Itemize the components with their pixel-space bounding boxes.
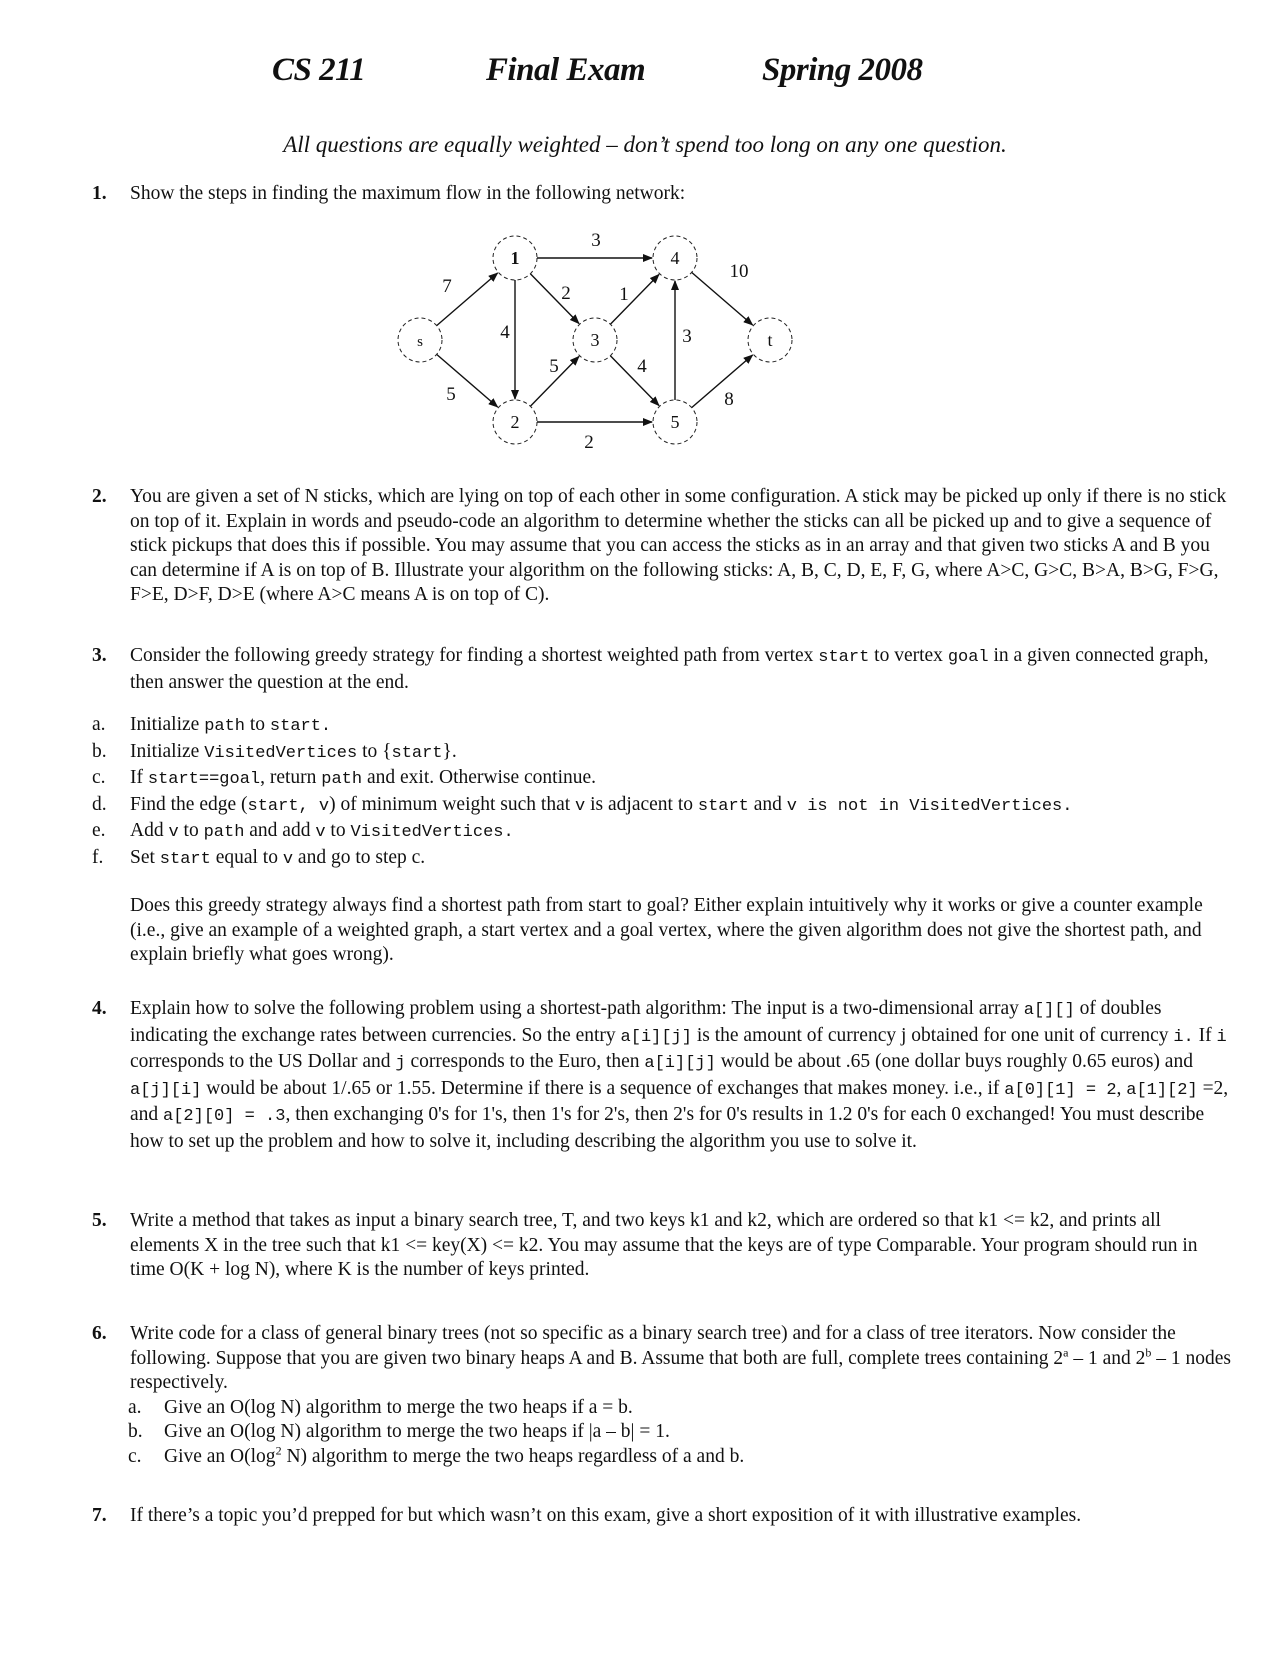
text-run: }.	[442, 740, 457, 762]
question-text	[130, 1322, 1232, 1396]
edge-3-5	[610, 356, 659, 406]
flow-network-diagram	[0, 0, 1280, 480]
question-number: 5.	[92, 1210, 107, 1231]
code-run: a[][]	[1023, 1001, 1075, 1020]
exam-title: Final Exam	[486, 52, 646, 88]
capacity-label: 2	[584, 432, 594, 453]
edge-1-3	[530, 274, 579, 324]
edge-5-t	[692, 355, 753, 408]
text-run: Consider the following greedy strategy for finding a shortest weighted path from vertex	[130, 645, 819, 666]
capacity-label: 2	[561, 283, 571, 304]
text-run: of doubles indicating the exchange rates between currencies. So the entry	[130, 998, 1162, 1046]
node-label: 3	[590, 330, 600, 350]
subpart-label: b.	[128, 1421, 143, 1442]
text-run: and add	[244, 820, 316, 841]
algorithm-step	[92, 793, 1232, 820]
question-3	[92, 644, 1232, 968]
code-run: start==goal	[147, 770, 261, 789]
question-text: You are given a set of N sticks, which are lying on top of each other in some configuration. A stick may be picked up only if there is no stick on top of it. Explain in words and pseudo-code an algorithm to determine whether the sticks can all be picked up and to give a sequence of stick pickups that does this if possible. You may assume that you can access the sticks as in an array and that given two sticks A and B you can determine if A is on top of B. Illustrate your algorithm on the following sticks: A, B, C, D, E, F, G, where A>C, G>C, B>A, B>G, F>G, F>E, D>F, D>E (where A>C means A is on top of C).	[130, 486, 1227, 605]
capacity-label: 10	[729, 261, 749, 282]
text-run: Explain how to solve the following problem using a shortest-path algorithm: The input is a two-dimensional array	[130, 998, 1024, 1019]
code-run: a[j][i]	[130, 1080, 202, 1100]
capacity-label: 4	[500, 322, 510, 343]
capacity-label: 5	[549, 356, 559, 377]
node-label: 4	[670, 248, 680, 268]
question-number: 7.	[92, 1505, 107, 1526]
node-label: s	[417, 334, 423, 350]
capacity-label: 1	[619, 284, 629, 305]
text-run: – 1 nodes respectively.	[130, 1347, 1231, 1393]
text-run: , return	[260, 767, 322, 788]
capacity-label: 7	[442, 276, 452, 297]
code-run: a[i][j]	[620, 1027, 692, 1047]
code-run: start	[159, 849, 211, 869]
question-7	[92, 1504, 1232, 1529]
code-run: path	[203, 823, 245, 842]
subpart	[128, 1396, 1232, 1421]
text-run: Write code for a class of general binary trees (not so specific as a binary search tree) and for a class of tree iterators. Now consider the following. Suppose that you are given two binary heaps A and B. Assume that both are full, complete trees containing 2	[130, 1323, 1176, 1369]
code-run: v	[786, 796, 797, 816]
text-run: to	[178, 820, 204, 841]
question-text: Show the steps in finding the maximum flow in the following network:	[130, 183, 686, 204]
code-run: is not in VisitedVertices.	[797, 796, 1073, 816]
algorithm-step	[92, 713, 1232, 740]
text-run: If	[130, 767, 148, 788]
text-run: If	[1193, 1024, 1217, 1046]
question-number: 4.	[92, 998, 107, 1019]
step-label: e.	[92, 820, 106, 841]
step-label: a.	[92, 714, 106, 735]
code-run: start	[391, 743, 443, 763]
question-text: Write a method that takes as input a binary search tree, T, and two keys k1 and k2, which are ordered so that k1 <= k2, and prints all elements X in the tree such that k1 <= key(X) <= k2. You may assume that the keys are of type Comparable. Your program should run in time O(K + log N), where K is the number of keys printed.	[130, 1210, 1198, 1280]
code-run: a[0][1] = 2	[1004, 1080, 1117, 1100]
subpart-label: c.	[128, 1445, 142, 1467]
code-run: j	[395, 1054, 406, 1073]
text-run: is the amount of currency j obtained for one unit of currency	[691, 1024, 1174, 1046]
code-run: i	[1216, 1027, 1227, 1047]
text-run: to	[325, 820, 351, 841]
algorithm-step	[92, 819, 1232, 846]
capacity-label: 4	[637, 356, 647, 377]
step-label: d.	[92, 793, 107, 815]
algorithm-step	[92, 846, 1232, 873]
question-number: 3.	[92, 645, 107, 666]
algorithm-steps	[92, 713, 1232, 872]
question-4	[92, 997, 1232, 1154]
node-label: t	[767, 330, 773, 350]
text-run: , then exchanging 0's for 1's, then 1's for 2's, then 2's for 0's results in 1.2 0's for each 0 exchanged! You must describe how to set up the problem and how to solve it, including describing the algorithm you use to solve it.	[130, 1104, 1205, 1152]
text-run: ,	[1116, 1077, 1127, 1099]
text-run: Set	[130, 846, 160, 868]
question-number: 1.	[92, 183, 107, 204]
code-run: v	[168, 823, 179, 842]
node-label: 2	[510, 412, 520, 432]
code-run: i.	[1173, 1027, 1194, 1047]
text-run: and exit. Otherwise continue.	[362, 767, 597, 788]
node-label: 1	[510, 248, 520, 268]
code-run: start, v	[247, 796, 330, 816]
question-number: 6.	[92, 1323, 107, 1344]
text-run: equal to	[210, 846, 283, 868]
text-run: in a given connected graph, then answer the question at the end.	[130, 645, 1209, 693]
code-goal: goal	[947, 648, 989, 667]
question-text	[130, 997, 1232, 1154]
capacity-label: 8	[724, 389, 734, 410]
question-text	[130, 644, 1232, 695]
exam-term: Spring 2008	[762, 52, 923, 88]
code-run: path	[321, 770, 363, 789]
text-run: Add	[130, 820, 169, 841]
subpart-text: Give an O(log	[164, 1445, 276, 1467]
edge-3-4	[610, 274, 659, 324]
superscript: a	[1063, 1345, 1069, 1359]
question-2	[92, 485, 1232, 608]
subpart	[128, 1420, 1232, 1445]
course-code: CS 211	[272, 52, 366, 88]
code-run: a[2][0] = .3	[163, 1107, 286, 1126]
node-label: 5	[670, 412, 680, 432]
text-run: Initialize	[130, 714, 205, 735]
text-run: and	[748, 793, 787, 815]
text-run: corresponds to the Euro, then	[405, 1051, 645, 1072]
capacity-label: 5	[446, 384, 456, 405]
text-run: to vertex	[869, 645, 948, 666]
code-run: start	[697, 796, 749, 816]
question-5	[92, 1209, 1232, 1283]
code-run: start.	[269, 717, 332, 736]
code-start: start	[818, 648, 870, 667]
capacity-label: 3	[591, 230, 601, 251]
text-run: and go to step c.	[293, 846, 426, 868]
code-run: VisitedVertices.	[350, 823, 514, 842]
text-run: Initialize	[130, 740, 205, 762]
superscript: 2	[275, 1443, 282, 1457]
text-run: is adjacent to	[585, 793, 698, 815]
text-run: =2, and	[130, 1077, 1229, 1125]
exam-instructions: All questions are equally weighted – don’t spend too long on any one question.	[283, 132, 1007, 157]
superscript: b	[1145, 1345, 1152, 1359]
text-run: – 1 and 2	[1068, 1347, 1146, 1369]
text-run: corresponds to the US Dollar and	[130, 1051, 396, 1072]
step-label: b.	[92, 740, 107, 762]
text-run: would be about .65 (one dollar buys roughly 0.65 euros) and	[715, 1051, 1193, 1072]
code-run: v	[282, 849, 294, 869]
subparts-list	[92, 1396, 1232, 1470]
question-text: If there’s a topic you’d prepped for but which wasn’t on this exam, give a short exposition of it with illustrative examples.	[130, 1505, 1082, 1526]
code-run: a[i][j]	[644, 1054, 716, 1073]
code-run: VisitedVertices	[204, 743, 358, 763]
text-run: ) of minimum weight such that	[329, 793, 576, 815]
text-run: to {	[357, 740, 392, 762]
question-6	[92, 1322, 1232, 1469]
subpart-text: N) algorithm to merge the two heaps regardless of a and b.	[281, 1445, 745, 1467]
question-followup: Does this greedy strategy always find a shortest path from start to goal? Either explain intuitively why it works or give a counter example (i.e., give an example of a weighted graph, a start vertex and a goal vertex, where the given algorithm does not give the shortest path, and explain briefly what goes wrong).	[130, 895, 1203, 965]
code-run: a[1][2]	[1126, 1080, 1198, 1100]
algorithm-step	[92, 740, 1232, 767]
code-run: path	[204, 717, 245, 736]
step-label: c.	[92, 767, 106, 788]
subpart-text: Give an O(log N) algorithm to merge the two heaps if a = b.	[164, 1396, 633, 1418]
step-label: f.	[92, 846, 104, 868]
text-run: Find the edge (	[130, 793, 248, 815]
text-run: would be about 1/.65 or 1.55. Determine if there is a sequence of exchanges that makes money. i.e., if	[201, 1077, 1005, 1099]
capacity-label: 3	[682, 326, 692, 347]
question-number: 2.	[92, 486, 107, 507]
subpart	[128, 1445, 1232, 1470]
code-run: v	[575, 796, 586, 816]
subpart-label: a.	[128, 1396, 142, 1418]
code-run: v	[315, 823, 326, 842]
text-run: to	[245, 714, 270, 735]
algorithm-step	[92, 766, 1232, 793]
subpart-text: Give an O(log N) algorithm to merge the two heaps if |a – b| = 1.	[164, 1421, 670, 1442]
